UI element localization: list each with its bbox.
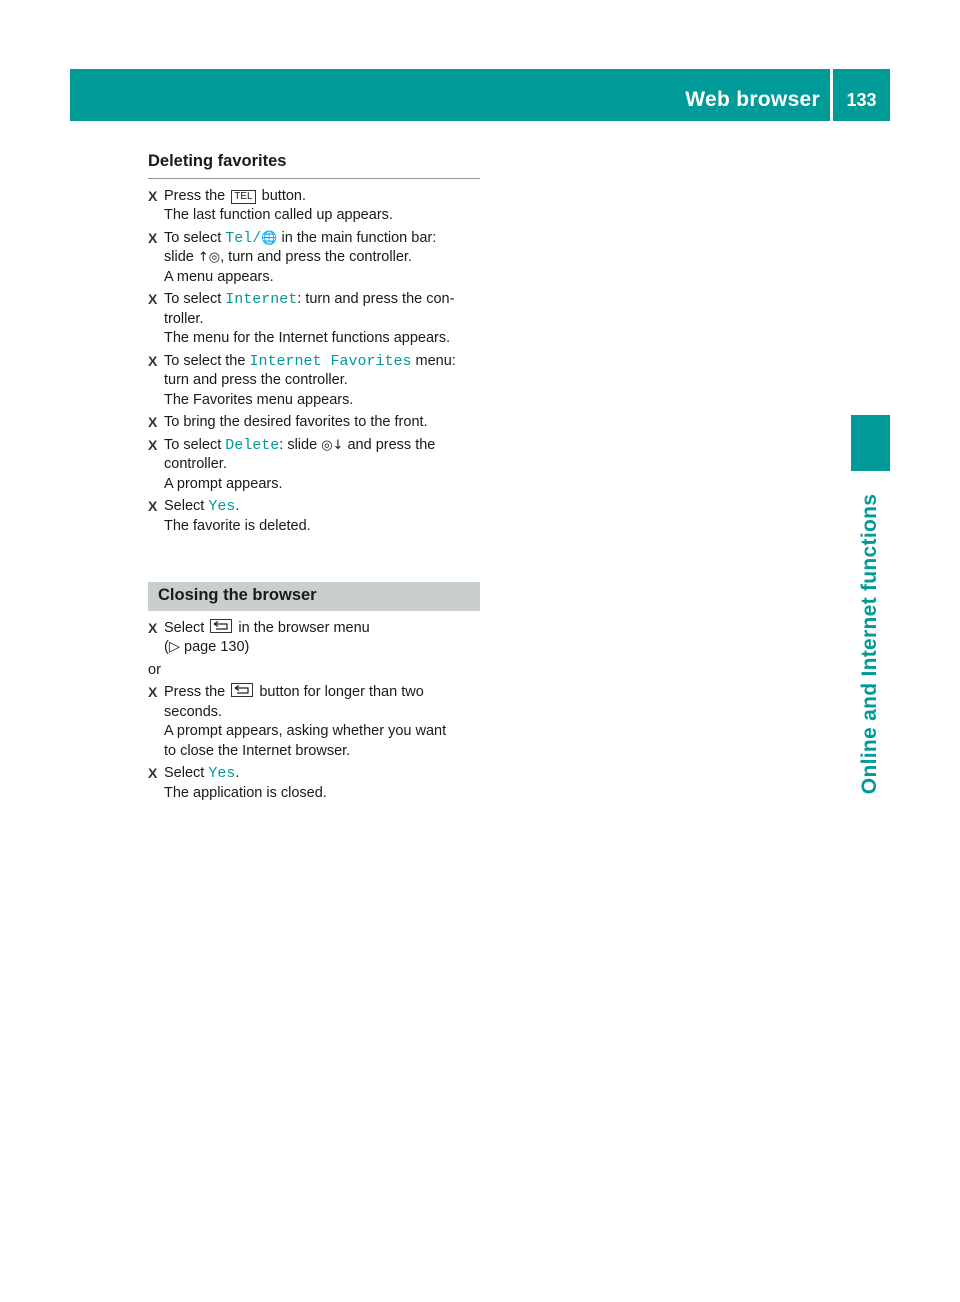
controller-slide-up-icon: ↑◎ [197,250,221,265]
chapter-tab [851,415,890,471]
list-item [148,497,480,536]
page-reference-arrow-icon: ▷ [168,639,180,655]
step-text: menu: [415,352,456,369]
step-text: To select [164,229,222,246]
step-text: To select [164,291,222,307]
step-text: Select [164,619,205,636]
menu-item-yes: Yes [208,765,236,782]
bullet-arrow-icon: X [148,436,158,453]
page-number: 133 [846,90,877,110]
step-result: A menu appears. [164,268,274,285]
step-text: Select [164,765,205,781]
step-text: : turn and press the con- [297,291,455,307]
step-text: Press the [164,684,226,700]
step-result: The menu for the Internet functions appears. [164,330,451,346]
back-arrow-icon [210,619,232,633]
header-bar [70,69,890,121]
step-text: turn and press the controller. [164,372,348,388]
page-reference: page 130) [184,639,250,655]
section-heading-deleting-favorites: Deleting favorites [148,152,480,179]
step-result: A prompt appears. [164,475,283,492]
step-text: slide [164,249,194,265]
menu-item-internet: Internet [225,291,298,308]
step-text: Select [164,498,205,514]
list-item [148,764,480,803]
chapter-label: Online and Internet functions [858,493,881,795]
list-item [148,229,480,288]
list-item [148,683,480,761]
page-title: Web browser [685,88,820,111]
tel-key-icon: TEL [231,190,255,204]
step-text: and press the [347,436,436,453]
step-result: The application is closed. [164,784,327,801]
step-text: seconds. [164,703,223,720]
step-text: button. [261,187,306,204]
step-text: To select the [164,352,246,369]
step-result: The Favorites menu appears. [164,391,354,408]
step-text: . [235,765,240,781]
globe-icon: 🌐 [261,230,278,246]
list-item [148,436,480,495]
step-text: controller. [164,456,227,472]
list-item [148,352,480,411]
step-text: troller. [164,310,204,327]
bullet-arrow-icon: X [148,291,158,307]
step-text: button for longer than two [259,684,424,700]
list-item [148,187,480,226]
bullet-arrow-icon: X [148,229,158,246]
step-text: To select [164,436,222,453]
step-text: To bring the desired favorites to the front. [164,414,428,430]
bullet-arrow-icon: X [148,414,158,430]
step-result: The favorite is deleted. [164,517,311,534]
bullet-arrow-icon: X [148,498,158,514]
list-item [148,290,480,349]
menu-item-tel: Tel/ [225,229,262,247]
bullet-arrow-icon: X [148,684,158,700]
step-result: A prompt appears, asking whether you want [164,723,447,739]
controller-slide-down-icon: ◎↓ [321,437,344,453]
step-text: : slide [279,436,318,453]
step-result: The last function called up appears. [164,207,393,223]
bullet-arrow-icon: X [148,619,158,636]
step-text: Press the [164,187,226,204]
or-text: or [148,661,161,678]
list-item [148,413,480,433]
menu-item-yes: Yes [208,498,236,515]
bullet-arrow-icon: X [148,765,158,781]
step-text: in the main function bar: [281,229,437,246]
step-text: in the browser menu [238,619,370,636]
bullet-arrow-icon: X [148,352,158,369]
section-heading-closing-browser: Closing the browser [148,582,480,611]
step-text: , turn and press the controller. [220,249,412,265]
menu-item-internet-favorites: Internet Favorites [249,352,412,370]
menu-item-delete: Delete [225,436,280,454]
list-item: X Select in the browser menu (▷ page 130) [148,619,370,655]
bullet-arrow-icon: X [148,187,158,204]
back-arrow-icon [231,683,253,697]
step-result: to close the Internet browser. [164,742,351,759]
content-column [148,150,480,806]
step-text: . [235,498,240,514]
